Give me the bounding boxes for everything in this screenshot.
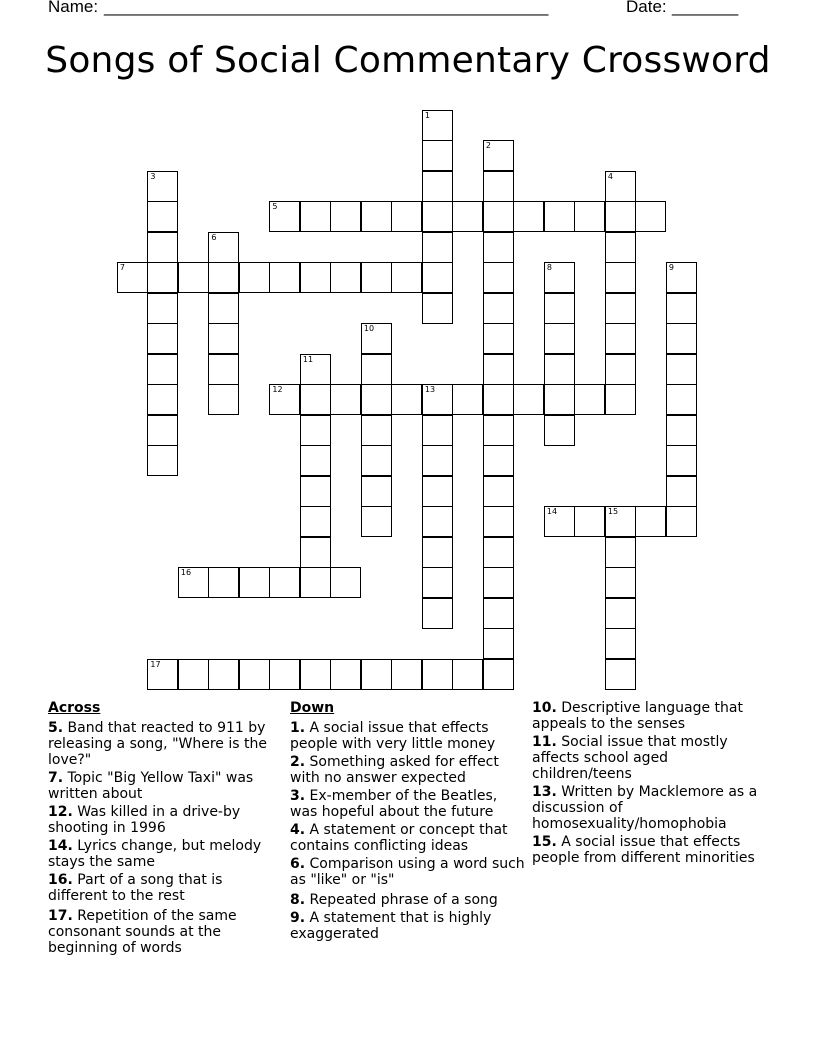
crossword-cell[interactable]: [483, 476, 514, 507]
across-clue: [48, 838, 280, 870]
crossword-cell[interactable]: [605, 293, 636, 324]
crossword-cell[interactable]: [391, 262, 422, 293]
crossword-cell[interactable]: [269, 567, 300, 598]
crossword-cell[interactable]: [422, 262, 453, 293]
crossword-cell[interactable]: [666, 476, 697, 507]
clue-number: 15.: [532, 834, 557, 850]
clue-number-label: 6: [211, 232, 217, 242]
clue-number: 13.: [532, 784, 557, 800]
crossword-cell[interactable]: [666, 384, 697, 415]
clue-text: Social issue that mostly affects school aged children/teens: [532, 734, 728, 782]
crossword-cell[interactable]: [483, 140, 514, 171]
crossword-cell[interactable]: [269, 262, 300, 293]
across-heading: Across: [48, 700, 101, 716]
crossword-cell[interactable]: [452, 659, 483, 690]
clue-number: 5.: [48, 720, 64, 736]
across-clue: [48, 804, 280, 836]
down-clue: [290, 788, 526, 820]
down-clue: [532, 734, 764, 782]
clue-number-label: 2: [485, 141, 491, 151]
crossword-cell[interactable]: [422, 598, 453, 629]
clue-number: 16.: [48, 872, 73, 888]
crossword-cell[interactable]: [300, 384, 331, 415]
clue-number: 3.: [290, 788, 306, 804]
clue-text: A statement or concept that contains conflicting ideas: [290, 822, 508, 854]
crossword-cell[interactable]: [483, 628, 514, 659]
crossword-cell[interactable]: [635, 506, 666, 537]
crossword-cell[interactable]: [147, 445, 178, 476]
crossword-cell[interactable]: [147, 293, 178, 324]
crossword-cell[interactable]: [147, 659, 178, 690]
crossword-cell[interactable]: [147, 201, 178, 232]
crossword-cell[interactable]: [544, 415, 575, 446]
date-blank[interactable]: _______: [672, 0, 739, 16]
crossword-cell[interactable]: [605, 537, 636, 568]
clue-text: A social issue that effects people from different minorities: [532, 834, 755, 866]
clue-text: Was killed in a drive-by shooting in 1996: [48, 804, 241, 836]
crossword-cell[interactable]: [666, 323, 697, 354]
crossword-cell[interactable]: [300, 354, 331, 385]
clue-text: Written by Macklemore as a discussion of homosexuality/homophobia: [532, 784, 758, 832]
crossword-cell[interactable]: [208, 354, 239, 385]
crossword-cell[interactable]: [361, 506, 392, 537]
across-clue: [48, 770, 280, 802]
crossword-cell[interactable]: [147, 262, 178, 293]
crossword-cell[interactable]: [361, 262, 392, 293]
crossword-cell[interactable]: [605, 598, 636, 629]
crossword-cell[interactable]: [483, 445, 514, 476]
crossword-cell[interactable]: [147, 323, 178, 354]
crossword-cell[interactable]: [483, 201, 514, 232]
page-title: Songs of Social Commentary Crossword: [45, 40, 771, 81]
crossword-cell[interactable]: [422, 110, 453, 141]
clue-number-label: 1: [424, 110, 430, 120]
clue-number: 7.: [48, 770, 64, 786]
crossword-cell[interactable]: [666, 415, 697, 446]
crossword-cell[interactable]: [178, 262, 209, 293]
clue-number-label: 10: [363, 324, 375, 334]
clue-text: Repetition of the same consonant sounds at the beginning of words: [48, 908, 237, 956]
crossword-cell[interactable]: [605, 171, 636, 202]
crossword-cell[interactable]: [544, 506, 575, 537]
crossword-cell[interactable]: [422, 140, 453, 171]
crossword-cell[interactable]: [422, 293, 453, 324]
crossword-cell[interactable]: [483, 415, 514, 446]
crossword-cell[interactable]: [391, 384, 422, 415]
crossword-cell[interactable]: [361, 384, 392, 415]
clue-number: 11.: [532, 734, 557, 750]
crossword-cell[interactable]: [422, 445, 453, 476]
clue-number-label: 11: [302, 354, 314, 364]
crossword-cell[interactable]: [513, 201, 544, 232]
crossword-cell[interactable]: [208, 323, 239, 354]
crossword-cell[interactable]: [483, 506, 514, 537]
crossword-cell[interactable]: [361, 415, 392, 446]
clue-text: Comparison using a word such as "like" or "is": [290, 856, 525, 888]
crossword-cell[interactable]: [483, 659, 514, 690]
crossword-cell[interactable]: [208, 232, 239, 263]
crossword-cell[interactable]: [422, 567, 453, 598]
crossword-cell[interactable]: [208, 262, 239, 293]
crossword-cell[interactable]: [666, 262, 697, 293]
clue-number-label: 13: [424, 385, 436, 395]
crossword-cell[interactable]: [422, 476, 453, 507]
crossword-cell[interactable]: [178, 659, 209, 690]
crossword-cell[interactable]: [269, 384, 300, 415]
crossword-cell[interactable]: [483, 171, 514, 202]
crossword-cell[interactable]: [269, 659, 300, 690]
crossword-cell[interactable]: [117, 262, 148, 293]
name-label: Name:: [48, 0, 99, 16]
crossword-cell[interactable]: [300, 445, 331, 476]
crossword-cell[interactable]: [300, 659, 331, 690]
crossword-cell[interactable]: [452, 384, 483, 415]
clue-number-label: 3: [150, 171, 156, 181]
crossword-cell[interactable]: [483, 293, 514, 324]
crossword-cell[interactable]: [513, 384, 544, 415]
crossword-cell[interactable]: [422, 201, 453, 232]
crossword-cell[interactable]: [300, 567, 331, 598]
across-clues: [48, 700, 280, 958]
crossword-cell[interactable]: [544, 201, 575, 232]
crossword-cell[interactable]: [635, 201, 666, 232]
clue-number-label: 7: [119, 263, 125, 273]
crossword-cell[interactable]: [330, 262, 361, 293]
down-clue: [290, 822, 526, 854]
crossword-cell[interactable]: [422, 171, 453, 202]
clue-number: 14.: [48, 838, 73, 854]
clue-number: 1.: [290, 720, 306, 736]
clue-text: Band that reacted to 911 by releasing a song, "Where is the love?": [48, 720, 267, 768]
clue-text: A statement that is highly exaggerated: [290, 910, 492, 942]
crossword-cell[interactable]: [666, 354, 697, 385]
crossword-cell[interactable]: [300, 476, 331, 507]
crossword-cell[interactable]: [666, 293, 697, 324]
crossword-cell[interactable]: [544, 323, 575, 354]
crossword-cell[interactable]: [330, 384, 361, 415]
crossword-cell[interactable]: [239, 659, 270, 690]
crossword-cell[interactable]: [208, 293, 239, 324]
crossword-cell[interactable]: [147, 384, 178, 415]
crossword-cell[interactable]: [422, 537, 453, 568]
across-clue: [48, 720, 280, 768]
crossword-cell[interactable]: [574, 384, 605, 415]
date-label: Date:: [626, 0, 667, 16]
crossword-cell[interactable]: [483, 384, 514, 415]
crossword-cell[interactable]: [300, 201, 331, 232]
clue-number: 4.: [290, 822, 306, 838]
down-clue: [290, 720, 526, 752]
across-clue: [48, 872, 280, 904]
crossword-cell[interactable]: [544, 293, 575, 324]
down-clue: [290, 910, 526, 942]
clue-text: Something asked for effect with no answer expected: [290, 754, 499, 786]
crossword-cell[interactable]: [330, 659, 361, 690]
clue-number-label: 4: [607, 171, 613, 181]
crossword-cell[interactable]: [239, 262, 270, 293]
clue-number-label: 15: [607, 507, 619, 517]
crossword-cell[interactable]: [605, 659, 636, 690]
clue-number: 17.: [48, 908, 73, 924]
clue-text: Topic "Big Yellow Taxi" was written about: [48, 770, 254, 802]
crossword-cell[interactable]: [422, 659, 453, 690]
crossword-cell[interactable]: [208, 384, 239, 415]
down-clue: [290, 892, 526, 908]
crossword-cell[interactable]: [605, 201, 636, 232]
crossword-cell[interactable]: [300, 262, 331, 293]
crossword-cell[interactable]: [605, 567, 636, 598]
crossword-cell[interactable]: [605, 262, 636, 293]
crossword-cell[interactable]: [269, 201, 300, 232]
crossword-cell[interactable]: [361, 445, 392, 476]
crossword-cell[interactable]: [605, 232, 636, 263]
crossword-cell[interactable]: [147, 232, 178, 263]
crossword-cell[interactable]: [422, 232, 453, 263]
crossword-cell[interactable]: [483, 354, 514, 385]
clue-number: 9.: [290, 910, 306, 926]
crossword-cell[interactable]: [544, 262, 575, 293]
clue-text: Descriptive language that appeals to the senses: [532, 700, 743, 732]
clue-text: Part of a song that is different to the rest: [48, 872, 223, 904]
crossword-cell[interactable]: [147, 171, 178, 202]
clue-number: 6.: [290, 856, 306, 872]
crossword-cell[interactable]: [483, 537, 514, 568]
clue-number: 8.: [290, 892, 306, 908]
crossword-cell[interactable]: [483, 323, 514, 354]
name-blank[interactable]: _______________________________________________: [104, 0, 549, 16]
clue-text: Ex-member of the Beatles, was hopeful about the future: [290, 788, 498, 820]
clue-number-label: 17: [150, 659, 161, 669]
crossword-cell[interactable]: [330, 567, 361, 598]
crossword-cell[interactable]: [361, 323, 392, 354]
crossword-cell[interactable]: [178, 567, 209, 598]
down-clue: [532, 784, 764, 832]
down-clue: [290, 754, 526, 786]
crossword-cell[interactable]: [605, 323, 636, 354]
crossword-cell[interactable]: [605, 354, 636, 385]
across-clue: [48, 908, 280, 956]
crossword-cell[interactable]: [605, 506, 636, 537]
crossword-cell[interactable]: [208, 567, 239, 598]
clue-text: Repeated phrase of a song: [305, 892, 498, 908]
clue-text: Lyrics change, but melody stays the same: [48, 838, 262, 870]
crossword-cell[interactable]: [391, 659, 422, 690]
crossword-cell[interactable]: [483, 567, 514, 598]
crossword-cell[interactable]: [544, 384, 575, 415]
down-clue: [532, 700, 764, 732]
crossword-cell[interactable]: [239, 567, 270, 598]
crossword-cell[interactable]: [422, 384, 453, 415]
clue-number-label: 16: [180, 568, 192, 578]
crossword-cell[interactable]: [300, 415, 331, 446]
crossword-cell[interactable]: [361, 201, 392, 232]
crossword-cell[interactable]: [208, 659, 239, 690]
clue-number: 10.: [532, 700, 557, 716]
crossword-cell[interactable]: [452, 201, 483, 232]
crossword-cell[interactable]: [483, 598, 514, 629]
down-clue: [532, 834, 764, 866]
crossword-cell[interactable]: [300, 506, 331, 537]
crossword-cell[interactable]: [574, 201, 605, 232]
clue-number-label: 14: [546, 507, 558, 517]
clue-number-label: 12: [272, 385, 283, 395]
crossword-cell[interactable]: [574, 506, 605, 537]
crossword-cell[interactable]: [147, 354, 178, 385]
crossword-cell[interactable]: [147, 415, 178, 446]
clue-number: 12.: [48, 804, 73, 820]
crossword-cell[interactable]: [391, 201, 422, 232]
crossword-cell[interactable]: [666, 445, 697, 476]
crossword-cell[interactable]: [483, 262, 514, 293]
crossword-cell[interactable]: [330, 201, 361, 232]
crossword-cell[interactable]: [605, 628, 636, 659]
crossword-cell[interactable]: [544, 354, 575, 385]
crossword-cell[interactable]: [361, 354, 392, 385]
clue-number-label: 9: [668, 263, 674, 273]
down-clues-continued: [532, 700, 764, 868]
clue-number-label: 8: [546, 263, 552, 273]
clue-text: A social issue that effects people with very little money: [290, 720, 496, 752]
down-clues: [290, 700, 526, 944]
down-heading: Down: [290, 700, 335, 716]
crossword-cell[interactable]: [422, 415, 453, 446]
crossword-cell[interactable]: [422, 506, 453, 537]
clue-number-label: 5: [272, 202, 278, 212]
down-clue: [290, 856, 526, 888]
crossword-cell[interactable]: [300, 537, 331, 568]
crossword-cell[interactable]: [483, 232, 514, 263]
crossword-cell[interactable]: [361, 659, 392, 690]
clue-number: 2.: [290, 754, 306, 770]
crossword-cell[interactable]: [361, 476, 392, 507]
crossword-cell[interactable]: [605, 384, 636, 415]
crossword-cell[interactable]: [666, 506, 697, 537]
